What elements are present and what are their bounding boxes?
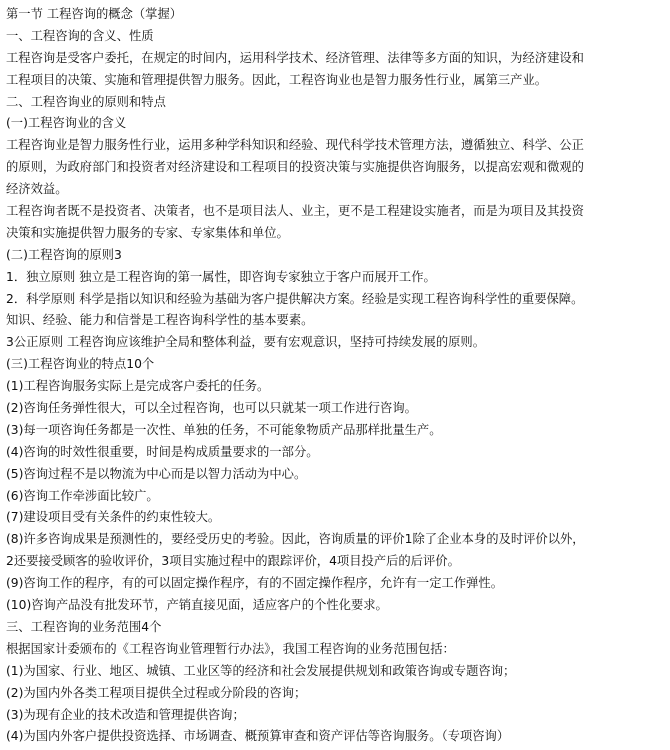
- text-line: (三)工程咨询业的特点10个: [6, 357, 155, 372]
- text-line: 工程项目的决策、实施和管理提供智力服务。因此，工程咨询业也是智力服务性行业，属第三产业。: [6, 72, 548, 87]
- text-line: 工程咨询业是智力服务性行业，运用多种学科知识和经验、现代科学技术管理方法，遵循独立、科学、公正: [6, 138, 584, 153]
- text-line: 二、工程咨询业的原则和特点: [6, 94, 166, 109]
- text-line: 经济效益。: [6, 182, 68, 197]
- text-line: 1．独立原则 独立是工程咨询的第一属性，即咨询专家独立于客户而展开工作。: [6, 269, 436, 284]
- text-line: 2．科学原则 科学是指以知识和经验为基础为客户提供解决方案。经验是实现工程咨询科学性的重要保障。: [6, 291, 584, 306]
- text-line: (9)咨询工作的程序，有的可以固定操作程序，有的不固定操作程序，允许有一定工作弹性。: [6, 576, 503, 591]
- text-line: (2)咨询任务弹性很大，可以全过程咨询，也可以只就某一项工作进行咨询。: [6, 401, 417, 416]
- text-line: 工程咨询者既不是投资者、决策者，也不是项目法人、业主，更不是工程建设实施者，而是为项目及其投资: [6, 204, 584, 219]
- text-line: 一、工程咨询的含义、性质: [6, 28, 154, 43]
- text-line: (6)咨询工作牵涉面比较广。: [6, 488, 159, 503]
- text-line: 2还要接受顾客的验收评价，3项目实施过程中的跟踪评价，4项目投产后的后评价。: [6, 554, 460, 569]
- text-line: 3公正原则 工程咨询应该维护全局和整体利益，要有宏观意识，坚持可持续发展的原则。: [6, 335, 486, 350]
- text-line: (10)咨询产品没有批发环节，产销直接见面，适应客户的个性化要求。: [6, 598, 388, 613]
- text-line: (1)为国家、行业、地区、城镇、工业区等的经济和社会发展提供规划和政策咨询或专题咨询；: [6, 663, 516, 678]
- text-line: (二)工程咨询的原则3: [6, 247, 122, 262]
- text-line: 的原则，为政府部门和投资者对经济建设和工程项目的投资决策与实施提供咨询服务，以提高宏观和微观的: [6, 160, 584, 175]
- text-line: (4)为国内外客户提供投资选择、市场调查、概预算审查和资产评估等咨询服务。（专项咨询）: [6, 729, 510, 744]
- text-line: 第一节 工程咨询的概念（掌握）: [6, 7, 183, 21]
- text-line: (2)为国内外各类工程项目提供全过程或分阶段的咨询；: [6, 685, 307, 700]
- text-line: (8)许多咨询成果是预测性的，要经受历史的考验。因此，咨询质量的评价1除了企业本身的及时评价以外，: [6, 532, 585, 547]
- text-line: (5)咨询过程不是以物流为中心而是以智力活动为中心。: [6, 466, 307, 481]
- text-line: 三、工程咨询的业务范围4个: [6, 619, 162, 634]
- text-line: (3)每一项咨询任务都是一次性、单独的任务，不可能象物质产品那样批量生产。: [6, 422, 442, 437]
- text-line: 决策和实施提供智力服务的专家、专家集体和单位。: [6, 225, 289, 240]
- text-line: 根据国家计委颁布的《工程咨询业管理暂行办法》，我国工程咨询的业务范围包括：: [6, 641, 455, 656]
- text-line: (一)工程咨询业的含义: [6, 116, 127, 131]
- text-line: 知识、经验、能力和信誉是工程咨询科学性的基本要素。: [6, 313, 314, 328]
- text-line: (1)工程咨询服务实际上是完成客户委托的任务。: [6, 379, 270, 394]
- text-line: (7)建设项目受有关条件的约束性较大。: [6, 510, 221, 525]
- text-line: 工程咨询是受客户委托，在规定的时间内，运用科学技术、经济管理、法律等多方面的知识，为经济建设和: [6, 50, 584, 65]
- text-line: (3)为现有企业的技术改造和管理提供咨询；: [6, 707, 245, 722]
- text-line: (4)咨询的时效性很重要，时间是构成质量要求的一部分。: [6, 444, 319, 459]
